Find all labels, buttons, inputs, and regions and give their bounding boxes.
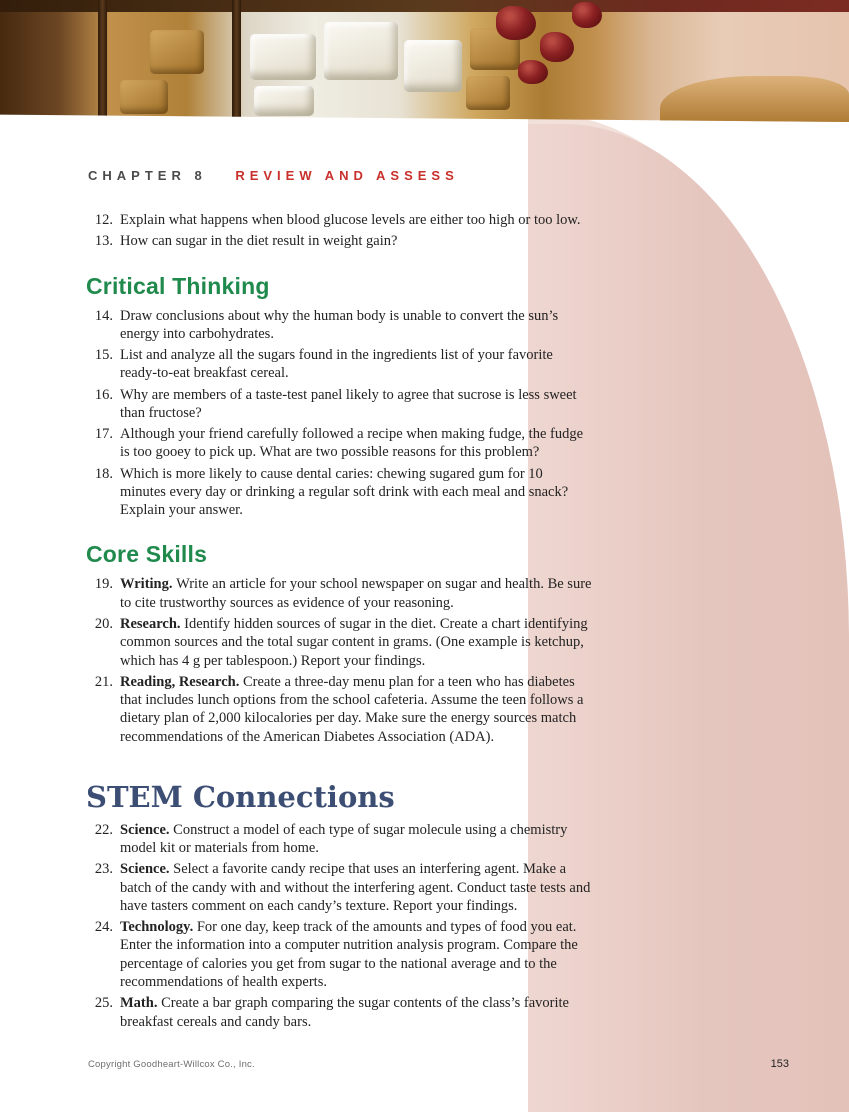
question-lead: Writing. [120,576,177,593]
question-text: Science. Select a favorite candy recipe that uses an interfering agent. Make a batch of the candy with and without the interfering agent. Conduct taste tests and have tasters comment on each candy’s texture. Report your findings. [120,861,591,914]
chapter-heading [88,168,849,183]
question-lead: Science. [120,821,174,838]
section-heading-stem-connections: STEM Connections [86,779,395,814]
question-number: 12. [94,212,113,228]
question-lead: Technology. [120,919,197,936]
page-number: 153 [770,1058,789,1070]
question-number: 19. [94,576,113,593]
sugar-cube [250,34,316,80]
question-text: How can sugar in the diet result in weight gain? [120,233,398,250]
question-lead: Science. [120,861,174,878]
question-number: 21. [94,673,113,690]
wood-frame-top [0,0,849,12]
question-item [88,465,592,520]
question-text: Writing. Write an article for your school newspaper on sugar and health. Be sure to cite trustworthy sources as evidence of your reasoning. [120,576,592,611]
red-candy [518,60,548,84]
review-assess-label: REVIEW AND ASSESS [235,168,459,183]
brown-sugar-cube [150,30,204,74]
question-item [88,386,592,423]
page-content [0,122,849,1034]
question-text: Although your friend carefully followed a recipe when making fudge, the fudge is too gooey to pick up. What are two possible reasons for this problem? [120,426,584,461]
question-text: Explain what happens when blood glucose levels are either too high or too low. [120,212,581,228]
question-item [88,615,592,670]
question-item [88,918,592,991]
question-lead: Reading, Research. [120,673,243,690]
question-number: 14. [94,307,113,324]
question-item [88,673,592,746]
question-item [88,307,592,344]
question-list-stem-connections [88,821,592,1031]
question-number: 17. [94,426,113,443]
sections-container [88,211,592,1031]
question-item [88,425,592,462]
question-text: Math. Create a bar graph comparing the sugar contents of the class’s favorite breakfast cereals and candy bars. [120,995,569,1030]
question-text: Research. Identify hidden sources of sugar in the diet. Create a chart identifying common sources and the total sugar content in grams. (One example is ketchup, which has 4 g per tablespoon.) Report your findings. [120,615,588,669]
red-candy [496,6,536,40]
page-footer [88,1058,789,1070]
question-number: 20. [94,615,113,632]
question-lead: Research. [120,615,185,632]
question-number: 16. [94,386,113,403]
question-text: Draw conclusions about why the human body is unable to convert the sun’s energy into carbohydrates. [120,307,559,342]
question-number: 13. [94,233,113,250]
question-item [88,821,592,858]
question-number: 15. [94,347,113,364]
question-lead: Math. [120,995,162,1012]
section-heading-core-skills: Core Skills [86,541,208,568]
question-text: List and analyze all the sugars found in the ingredients list of your favorite ready-to-eat breakfast cereal. [120,347,553,382]
question-number: 22. [94,821,113,838]
question-number: 25. [94,995,113,1012]
question-list-review-questions [88,211,592,251]
header-photo [0,0,849,122]
wood-frame-divider [98,0,107,122]
question-list-critical-thinking [88,307,592,520]
question-text: Reading, Research. Create a three-day menu plan for a teen who has diabetes that includes lunch options from the school cafeteria. Assume the teen follows a dietary plan of 2,000 kilocalories per day. Make sure the energy sources match recommendations of the American Diabetes Association (ADA). [120,673,584,745]
brown-sugar-cube [120,80,168,114]
question-item [88,211,592,229]
question-item [88,575,592,612]
sugar-cube [254,86,314,116]
red-candy [540,32,574,62]
brown-sugar-cube [466,76,510,110]
chapter-label: CHAPTER 8 [88,168,207,183]
question-text: Which is more likely to cause dental caries: chewing sugared gum for 10 minutes every day or drinking a regular soft drink with each meal and snack? Explain your answer. [120,465,569,519]
section-heading-critical-thinking: Critical Thinking [86,272,270,299]
question-item [88,860,592,915]
sugar-cube [404,40,462,92]
sugar-cube [324,22,398,80]
question-number: 23. [94,861,113,878]
question-text: Why are members of a taste-test panel likely to agree that sucrose is less sweet than fructose? [120,386,577,421]
question-text: Technology. For one day, keep track of the amounts and types of food you eat. Enter the information into a computer nutrition analysis program. Compare the percentage of calories you get from sugar to the national average and to the recommendations of health experts. [120,919,578,990]
question-item [88,346,592,383]
question-list-core-skills [88,575,592,745]
question-number: 18. [94,465,113,482]
question-number: 24. [94,919,113,936]
wood-frame-divider [232,0,241,122]
copyright-text: Copyright Goodheart-Willcox Co., Inc. [88,1059,255,1070]
question-item [88,994,592,1031]
brown-sugar-pile [660,76,849,122]
question-text: Science. Construct a model of each type of sugar molecule using a chemistry model kit or materials from home. [120,821,568,857]
question-item [88,232,592,250]
red-candy [572,2,602,28]
